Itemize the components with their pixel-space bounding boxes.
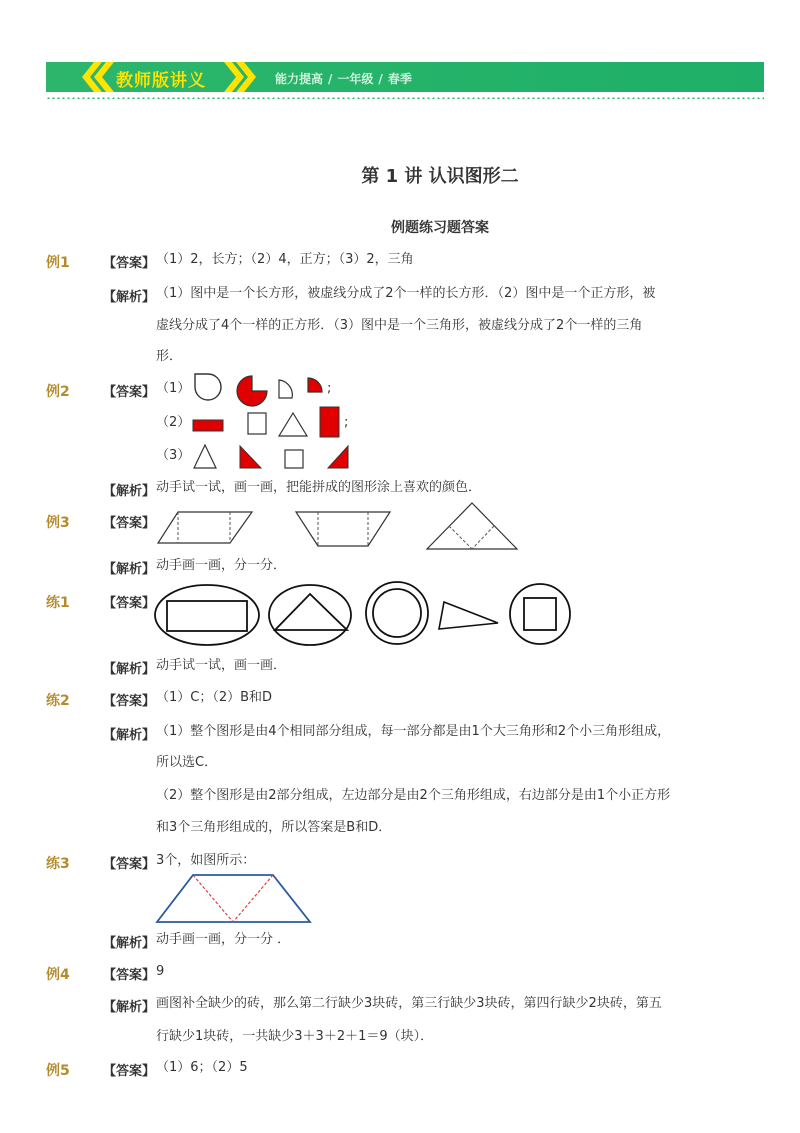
ex1-analysis-line: （1）图中是一个长方形，被虚线分成了2个一样的长方形．（2）图中是一个正方形，被 bbox=[156, 286, 656, 301]
ex4-answer: 9 bbox=[156, 964, 165, 979]
circle-with-square bbox=[510, 584, 570, 644]
pr1-figure bbox=[152, 582, 572, 650]
answer-tag: 【答案】 bbox=[103, 694, 156, 709]
ex2-row-label: （3） bbox=[156, 448, 191, 463]
crumb-grade: 一年级 bbox=[337, 72, 374, 86]
trapezoid bbox=[296, 512, 390, 546]
small-square bbox=[248, 413, 266, 434]
pr3-analysis: 动手画一画，分一分 ． bbox=[156, 932, 291, 947]
pr2-analysis-line: （1）整个图形是由4个相同部分组成，每一部分都是由1个大三角形和2个小三角形组成， bbox=[156, 724, 671, 739]
answer-tag: 【答案】 bbox=[103, 857, 156, 872]
analysis-tag: 【解析】 bbox=[103, 662, 156, 677]
ex3-figure bbox=[150, 500, 530, 555]
analysis-tag: 【解析】 bbox=[103, 290, 156, 305]
ex1-analysis-line: 虚线分成了4个一样的正方形．（3）图中是一个三角形，被虚线分成了2个一样的三角 bbox=[156, 318, 643, 333]
ex2-row-end: ; bbox=[327, 381, 332, 396]
parallelogram bbox=[158, 512, 252, 543]
ex2-row-end: ; bbox=[344, 415, 349, 430]
red-tall-rect bbox=[320, 407, 339, 437]
ex2-row-label: （1） bbox=[156, 381, 191, 396]
red-right-triangle-2 bbox=[328, 446, 348, 468]
ex2-label: 例2 bbox=[46, 384, 70, 400]
answer-tag: 【答案】 bbox=[103, 385, 156, 400]
pr2-label: 练2 bbox=[46, 693, 70, 709]
ex2-row-label: （2） bbox=[156, 415, 191, 430]
ex1-answer: （1）2，长方；（2）4，正方；（3）2，三角 bbox=[156, 252, 414, 267]
analysis-tag: 【解析】 bbox=[103, 1000, 156, 1015]
pr3-trapezoid-figure bbox=[155, 872, 315, 927]
crumb-ability: 能力提高 bbox=[275, 72, 324, 86]
analysis-tag: 【解析】 bbox=[103, 936, 156, 951]
answer-tag: 【答案】 bbox=[103, 1064, 156, 1079]
small-square-2 bbox=[285, 450, 303, 468]
pr2-answer: （1）C；（2）B和D bbox=[156, 690, 273, 705]
breadcrumb: 能力提高 / 一年级 / 春季 bbox=[275, 72, 412, 86]
right-chevrons-icon bbox=[224, 62, 264, 92]
analysis-tag: 【解析】 bbox=[103, 562, 156, 577]
sector-outline bbox=[279, 380, 292, 398]
ex3-analysis: 动手画一画，分一分． bbox=[156, 558, 287, 573]
scalene-triangle bbox=[439, 602, 498, 629]
analysis-tag: 【解析】 bbox=[103, 728, 156, 743]
answer-tag: 【答案】 bbox=[103, 596, 156, 611]
red-right-triangle bbox=[240, 446, 261, 468]
left-chevrons-icon bbox=[74, 62, 114, 92]
ex2-analysis: 动手试一试，画一画，把能拼成的图形涂上喜欢的颜色． bbox=[156, 480, 482, 495]
ring-outer bbox=[366, 582, 428, 644]
quarter-disc-red bbox=[308, 378, 322, 392]
brand-title: 教师版讲义 bbox=[116, 71, 206, 91]
header-bar bbox=[46, 62, 764, 92]
red-bar bbox=[193, 420, 223, 431]
answer-tag: 【答案】 bbox=[103, 516, 156, 531]
ex4-analysis-line: 行缺少1块砖，一共缺少3＋3＋2＋1＝9（块）． bbox=[156, 1029, 434, 1044]
ex2-shapes-figure bbox=[180, 370, 360, 475]
ex4-analysis-line: 画图补全缺少的砖，那么第二行缺少3块砖，第三行缺少3块砖，第四行缺少2块砖，第五 bbox=[156, 996, 662, 1011]
pr2-analysis-line: 所以选C． bbox=[156, 755, 218, 770]
analysis-tag: 【解析】 bbox=[103, 484, 156, 499]
three-quarter-disc-red bbox=[237, 376, 267, 406]
pr2-analysis-line: （2）整个图形是由2部分组成，左边部分是由2个三角形组成，右边部分是由1个小正方形 bbox=[156, 788, 671, 803]
ring-inner bbox=[373, 589, 421, 637]
lesson-title: 第 1 讲 认识图形二 bbox=[361, 166, 519, 187]
ellipse-with-rect bbox=[155, 585, 259, 645]
crumb-season: 春季 bbox=[387, 72, 412, 86]
pr2-analysis-line: 和3个三角形组成的，所以答案是B和D． bbox=[156, 820, 392, 835]
answer-tag: 【答案】 bbox=[103, 968, 156, 983]
big-triangle bbox=[427, 503, 517, 549]
pr3-answer: 3个，如图所示： bbox=[156, 853, 256, 868]
ex1-label: 例1 bbox=[46, 255, 70, 271]
ex4-label: 例4 bbox=[46, 967, 70, 983]
answer-tag: 【答案】 bbox=[103, 256, 156, 271]
pr1-label: 练1 bbox=[46, 595, 70, 611]
ex3-label: 例3 bbox=[46, 515, 70, 531]
section-title: 例题练习题答案 bbox=[391, 220, 489, 236]
pr3-label: 练3 bbox=[46, 856, 70, 872]
pr1-analysis: 动手试一试，画一画． bbox=[156, 658, 287, 673]
dotted-divider bbox=[46, 97, 764, 99]
ex5-answer: （1）6；（2）5 bbox=[156, 1060, 248, 1075]
outline-triangle bbox=[279, 413, 307, 436]
outline-triangle-2 bbox=[194, 445, 216, 468]
ex5-label: 例5 bbox=[46, 1063, 70, 1079]
semi-disc-outline bbox=[195, 374, 221, 400]
ex1-analysis-line: 形． bbox=[156, 349, 183, 364]
